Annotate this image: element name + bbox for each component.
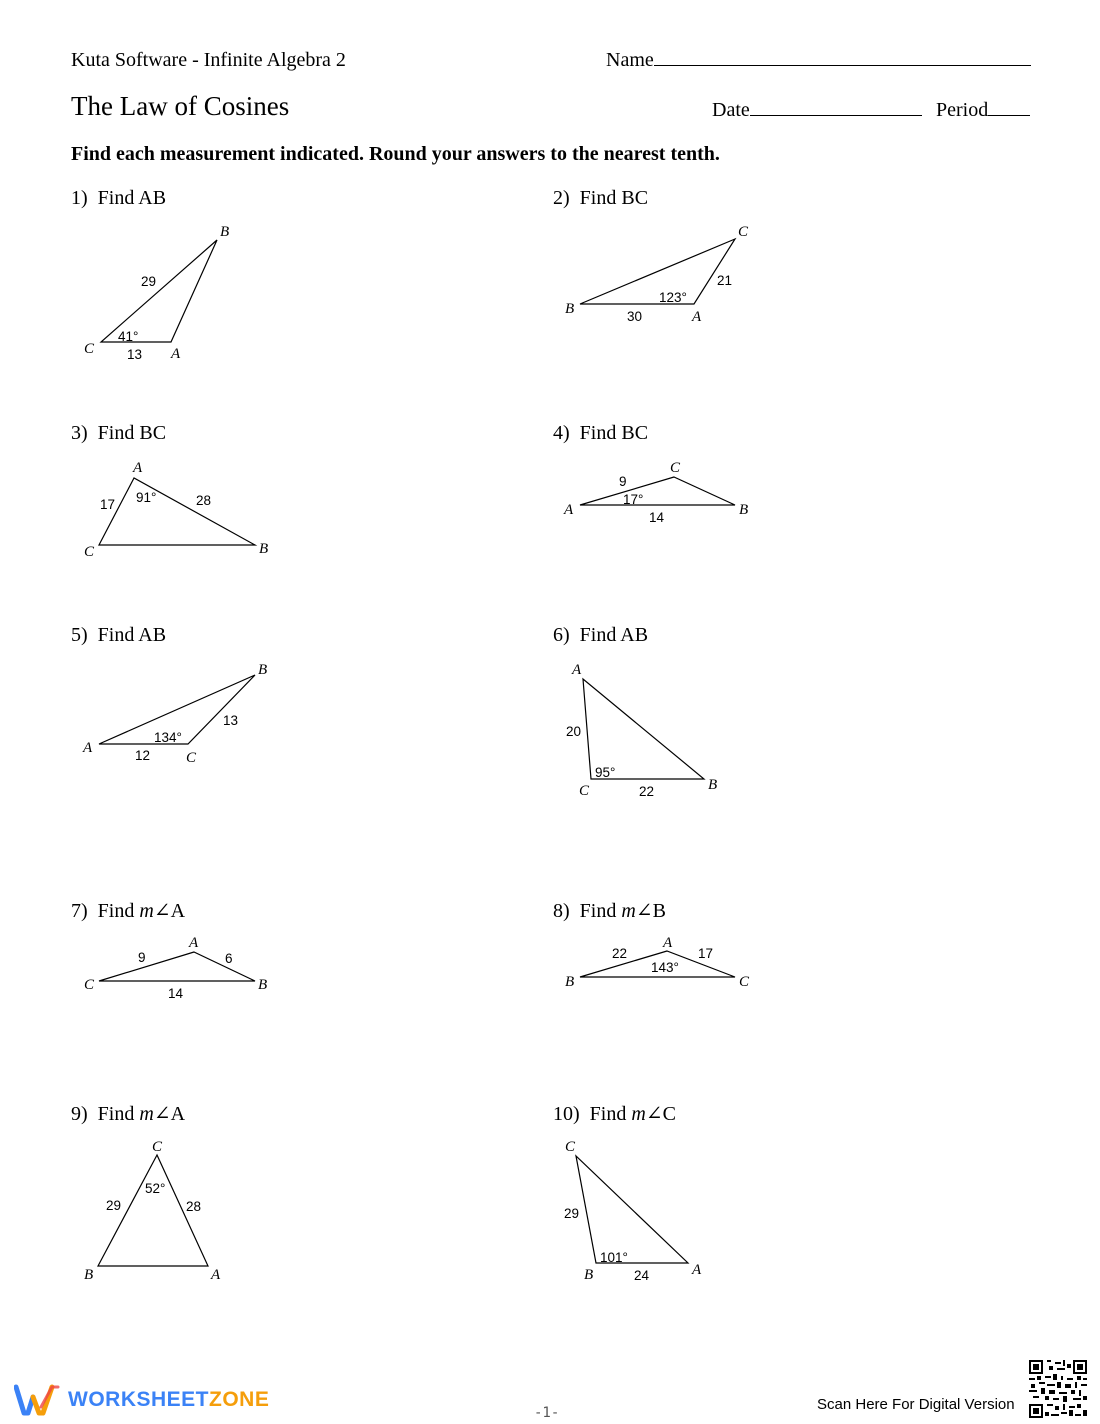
- scan-caption: Scan Here For Digital Version: [817, 1396, 1015, 1413]
- angle-label: 95°: [595, 765, 616, 780]
- side-label: 29: [106, 1198, 122, 1213]
- vertex-label: A: [189, 935, 199, 951]
- worksheet-source: Kuta Software - Infinite Algebra 2: [71, 49, 346, 71]
- vertex-label: C: [186, 750, 197, 766]
- vertex-label: B: [708, 777, 718, 793]
- angle-label: 134°: [154, 730, 182, 745]
- side-label: 17: [100, 497, 116, 512]
- side-label: 22: [612, 946, 628, 961]
- vertex-label: A: [83, 740, 93, 756]
- side-label: 21: [717, 273, 733, 288]
- vertex-label: A: [663, 935, 673, 951]
- side-label: 22: [639, 784, 655, 799]
- side-label: 12: [135, 748, 151, 763]
- vertex-label: C: [670, 460, 681, 476]
- side-label: 9: [619, 474, 627, 489]
- problem-1-label: 1) Find AB: [71, 187, 167, 209]
- angle-label: 52°: [145, 1181, 166, 1196]
- vertex-label: C: [84, 977, 95, 993]
- vertex-label: B: [259, 541, 269, 557]
- angle-label: 17°: [623, 492, 644, 507]
- problem-9-label: 9) Find m∠A: [71, 1103, 186, 1125]
- vertex-label: A: [211, 1267, 221, 1283]
- vertex-label: A: [692, 1262, 702, 1278]
- side-label: 20: [566, 724, 582, 739]
- side-label: 6: [225, 951, 233, 966]
- page-number: -1-: [534, 1405, 560, 1421]
- problem-2-label: 2) Find BC: [553, 187, 649, 209]
- name-label: Name: [606, 49, 654, 71]
- side-label: 28: [186, 1199, 202, 1214]
- side-label: 17: [698, 946, 714, 961]
- side-label: 30: [627, 309, 643, 324]
- problem-7-label: 7) Find m∠A: [71, 900, 186, 922]
- side-label: 9: [138, 950, 146, 965]
- angle-label: 143°: [651, 960, 679, 975]
- vertex-label: B: [565, 974, 575, 990]
- side-label: 14: [168, 986, 184, 1001]
- vertex-label: C: [738, 224, 749, 240]
- problem-10-label: 10) Find m∠C: [553, 1103, 676, 1125]
- side-label: 29: [564, 1206, 580, 1221]
- angle-label: 123°: [659, 290, 687, 305]
- angle-label: 91°: [136, 490, 157, 505]
- vertex-label: A: [171, 346, 181, 362]
- period-label: Period: [936, 99, 989, 121]
- logo-w-icon: [14, 1383, 60, 1417]
- vertex-label: C: [84, 341, 95, 357]
- side-label: 28: [196, 493, 212, 508]
- vertex-label: B: [565, 301, 575, 317]
- triangle-shape: [576, 1156, 688, 1263]
- vertex-label: A: [692, 309, 702, 325]
- vertex-label: B: [220, 224, 230, 240]
- vertex-label: A: [564, 502, 574, 518]
- vertex-label: C: [84, 544, 95, 560]
- vertex-label: C: [739, 974, 750, 990]
- problem-6-label: 6) Find AB: [553, 624, 649, 646]
- logo-wordmark: WORKSHEETZONE: [68, 1388, 270, 1411]
- instructions: Find each measurement indicated. Round your answers to the nearest tenth.: [71, 143, 720, 165]
- angle-label: 101°: [600, 1250, 628, 1265]
- problem-8-label: 8) Find m∠B: [553, 900, 666, 922]
- side-label: 29: [141, 274, 157, 289]
- side-label: 24: [634, 1268, 650, 1283]
- angle-label: 41°: [118, 329, 139, 344]
- problem-3-label: 3) Find BC: [71, 422, 167, 444]
- side-label: 13: [127, 347, 143, 362]
- vertex-label: C: [565, 1139, 576, 1155]
- vertex-label: B: [258, 977, 268, 993]
- side-label: 13: [223, 713, 239, 728]
- vertex-label: A: [572, 662, 582, 678]
- date-label: Date: [712, 99, 750, 121]
- worksheetzone-logo[interactable]: [14, 1382, 269, 1418]
- vertex-label: C: [152, 1139, 163, 1155]
- vertex-label: A: [133, 460, 143, 476]
- vertex-label: C: [579, 783, 590, 799]
- page-title: The Law of Cosines: [71, 91, 290, 121]
- problem-5-label: 5) Find AB: [71, 624, 167, 646]
- vertex-label: B: [739, 502, 749, 518]
- side-label: 14: [649, 510, 665, 525]
- vertex-label: B: [84, 1267, 94, 1283]
- qr-code-icon[interactable]: [1029, 1360, 1087, 1418]
- problem-4-label: 4) Find BC: [553, 422, 649, 444]
- vertex-label: B: [258, 662, 268, 678]
- vertex-label: B: [584, 1267, 594, 1283]
